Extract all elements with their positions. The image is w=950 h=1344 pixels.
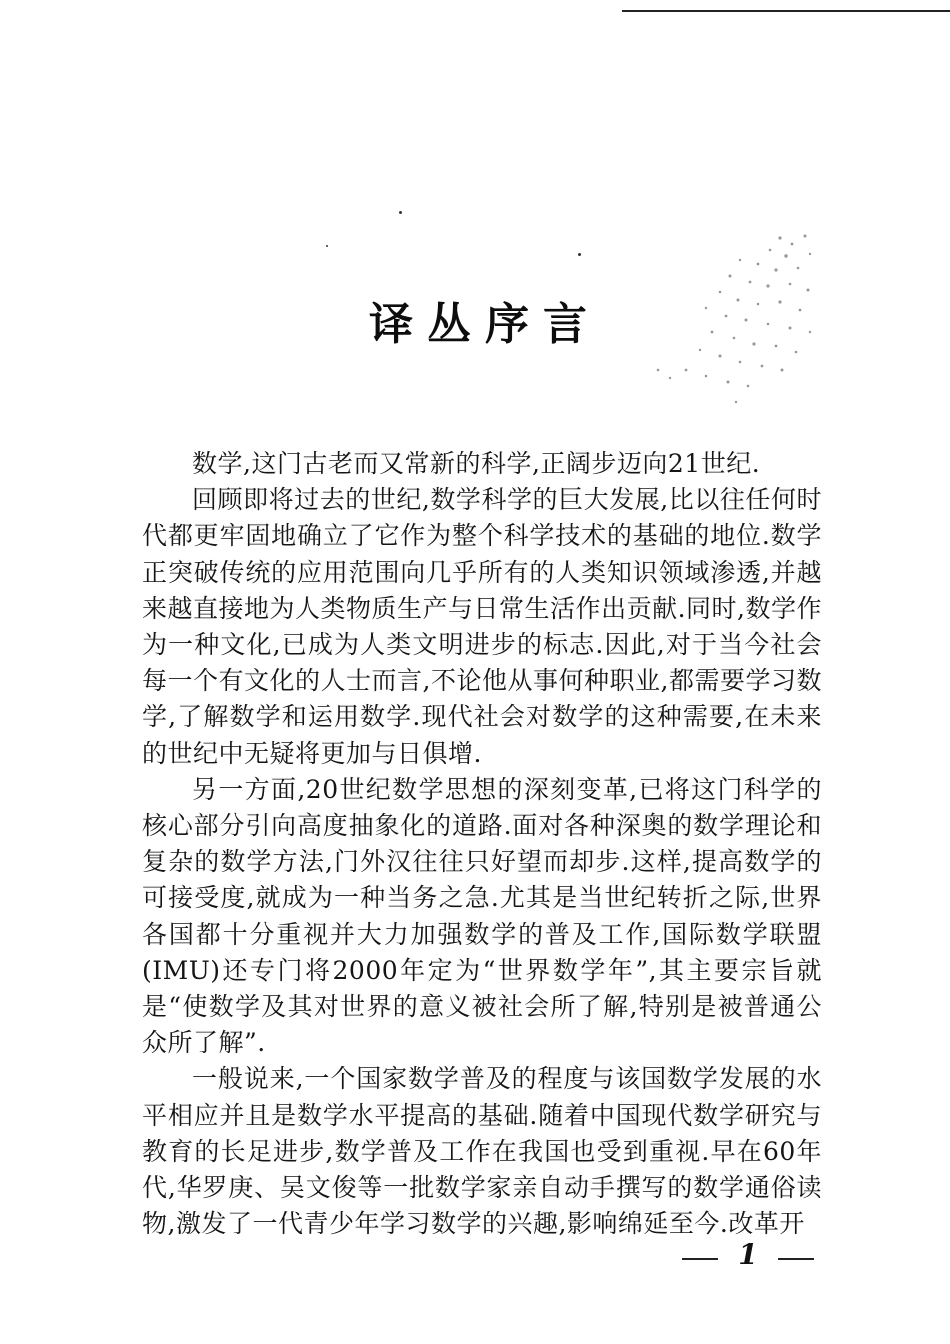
right-dash bbox=[778, 1258, 814, 1260]
top-rule bbox=[622, 10, 950, 12]
scan-speck bbox=[326, 245, 328, 247]
scan-speck bbox=[578, 253, 581, 256]
page-number-footer bbox=[0, 1238, 950, 1278]
paragraph: 回顾即将过去的世纪,数学科学的巨大发展,比以往任何时代都更牢固地确立了它作为整个科学技术的基础的地位.数学正突破传统的应用范围向几乎所有的人类知识领域渗透,并越来越直接地为人类物质生产与日常生活作出贡献.同时,数学作为一种文化,已成为人类文明进步的标志.因此,对于当今社会每一个有文化的人士而言,不论他从事何种职业,都需要学习数学,了解数学和运用数学.现代社会对数学的这种需要,在未来的世纪中无疑将更加与日俱增. bbox=[142, 485, 822, 768]
scan-speck bbox=[399, 211, 402, 214]
paragraph: 另一方面,20世纪数学思想的深刻变革,已将这门科学的核心部分引向高度抽象化的道路.面对各种深奥的数学理论和复杂的数学方法,门外汉往往只好望而却步.这样,提高数学的可接受度,就成为一种当务之急.尤其是当世纪转折之际,世界各国都十分重视并大力加强数学的普及工作,国际数学联盟(IMU)还专门将2000年定为“世界数学年”,其主要宗旨就是“使数学及其对世界的意义被社会所了解,特别是被普通公众所了解”. bbox=[142, 774, 822, 1058]
page-number: 1 bbox=[738, 1238, 758, 1271]
paragraph: 一般说来,一个国家数学普及的程度与该国数学发展的水平相应并且是数学水平提高的基础.随着中国现代数学研究与教育的长足进步,数学普及工作在我国也受到重视.早在60年代,华罗庚、吴文俊等一批数学家亲自动手撰写的数学通俗读物,激发了一代青少年学习数学的兴趣,影响绵延至今.改革开 bbox=[142, 1064, 822, 1239]
body-text bbox=[142, 446, 822, 1242]
left-dash bbox=[682, 1258, 718, 1260]
page-title: 译丛序言 bbox=[369, 299, 601, 350]
paragraph: 数学,这门古老而又常新的科学,正阔步迈向21世纪. bbox=[192, 449, 761, 478]
